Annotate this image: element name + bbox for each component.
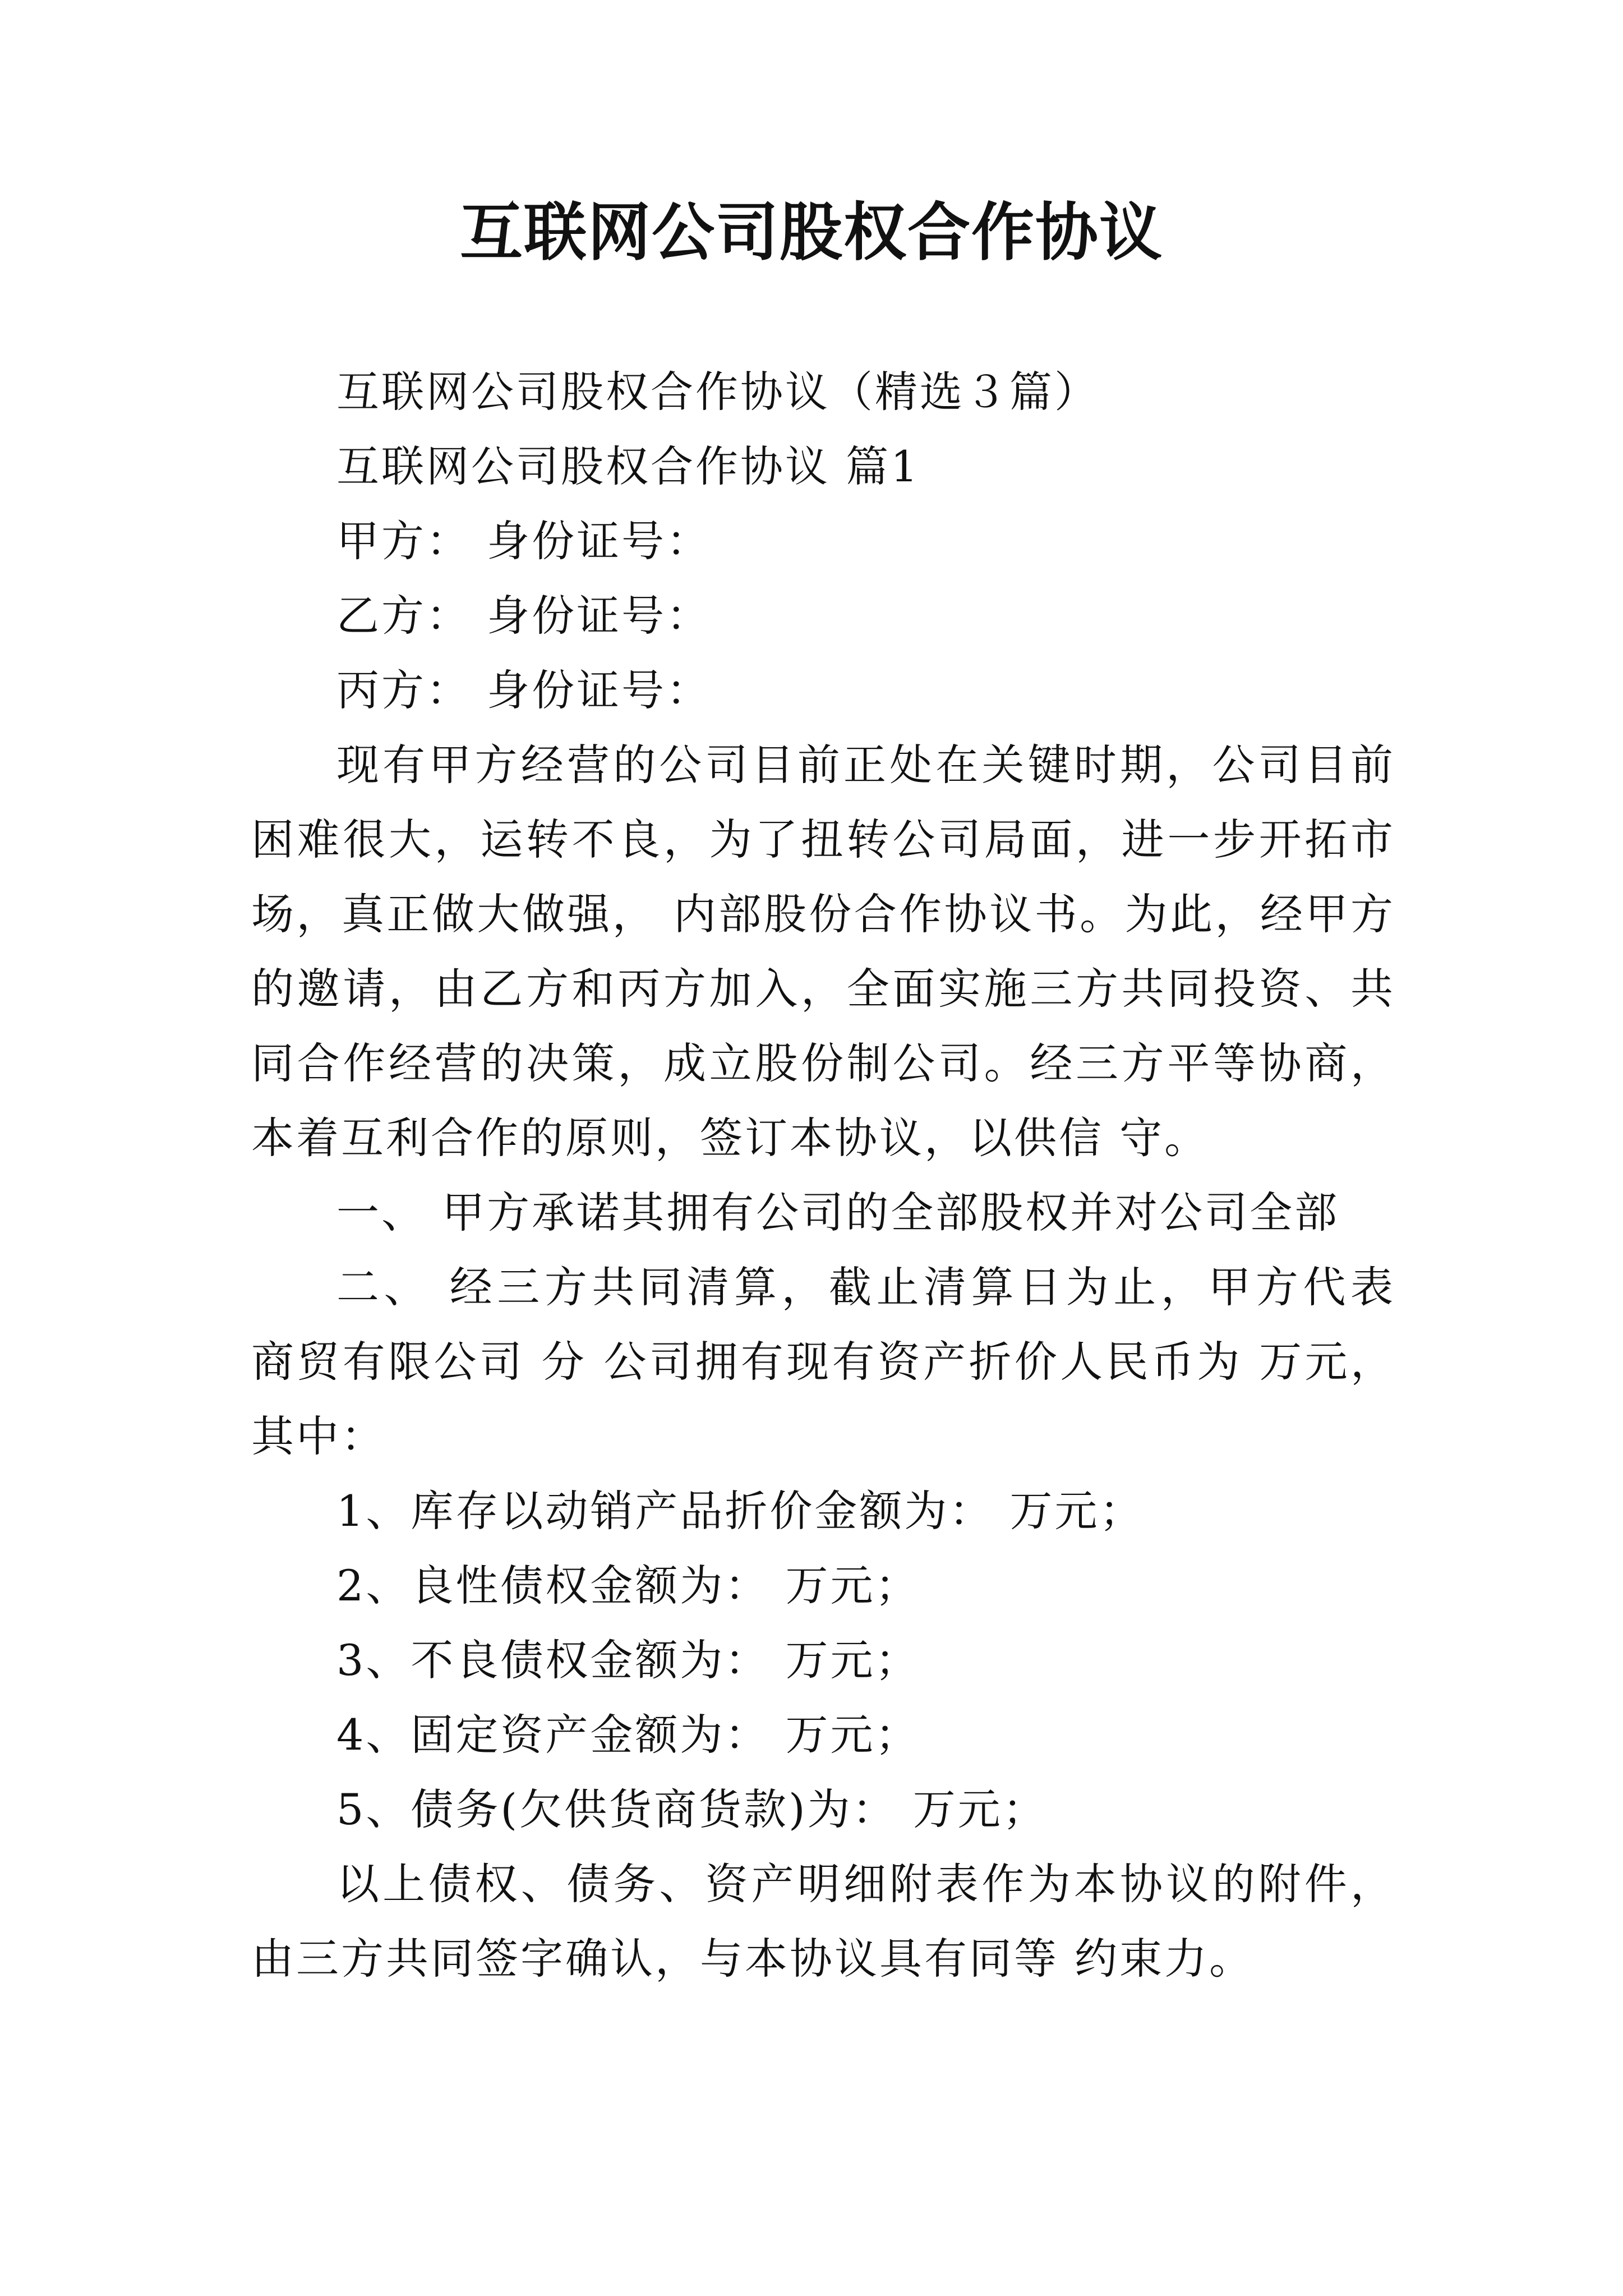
- party-c-line: 丙方： 身份证号：: [336, 665, 712, 715]
- asset-item-5: 5、债务(欠供货商货款)为： 万元；: [336, 1784, 1048, 1834]
- asset-item-1: 1、库存以动销产品折价金额为： 万元；: [336, 1486, 1145, 1536]
- party-b-line: 乙方： 身份证号：: [336, 591, 712, 641]
- subtitle-paragraph: 互联网公司股权合作协议（精选３篇）: [336, 367, 1099, 417]
- background-paragraph: 现有甲方经营的公司目前正处在关键时期，公司目前困难很大，运转不良，为了扭转公司局面，进一步开拓市场，真正做大做强， 内部股份合作协议书。为此，经甲方的邀请，由乙方和丙方加入，全面实施三方共同投资、共同合作经营的决策，成立股份制公司。经三方平等协商，本着互利合作的原则，签订本协议，以供信 守。: [251, 740, 1395, 1163]
- asset-item-4: 4、固定资产金额为： 万元；: [336, 1710, 920, 1760]
- asset-item-3: 3、不良债权金额为： 万元；: [336, 1635, 920, 1685]
- document-title: 互联网公司股权合作协议: [460, 196, 1163, 269]
- clause-two: 二、 经三方共同清算，截止清算日为止，甲方代表 商贸有限公司 分 公司拥有现有资产折价人民币为 万元，其中：: [251, 1262, 1395, 1461]
- party-a-line: 甲方： 身份证号：: [336, 516, 712, 566]
- section-heading: 互联网公司股权合作协议 篇1: [336, 441, 920, 491]
- document-body: [251, 355, 1395, 1996]
- appendix-paragraph: 以上债权、债务、资产明细附表作为本协议的附件，由三方共同签字确认，与本协议具有同等 约束力。: [251, 1859, 1395, 1984]
- clause-one: 一、 甲方承诺其拥有公司的全部股权并对公司全部: [336, 1188, 1340, 1237]
- asset-item-2: 2、良性债权金额为： 万元；: [336, 1561, 920, 1611]
